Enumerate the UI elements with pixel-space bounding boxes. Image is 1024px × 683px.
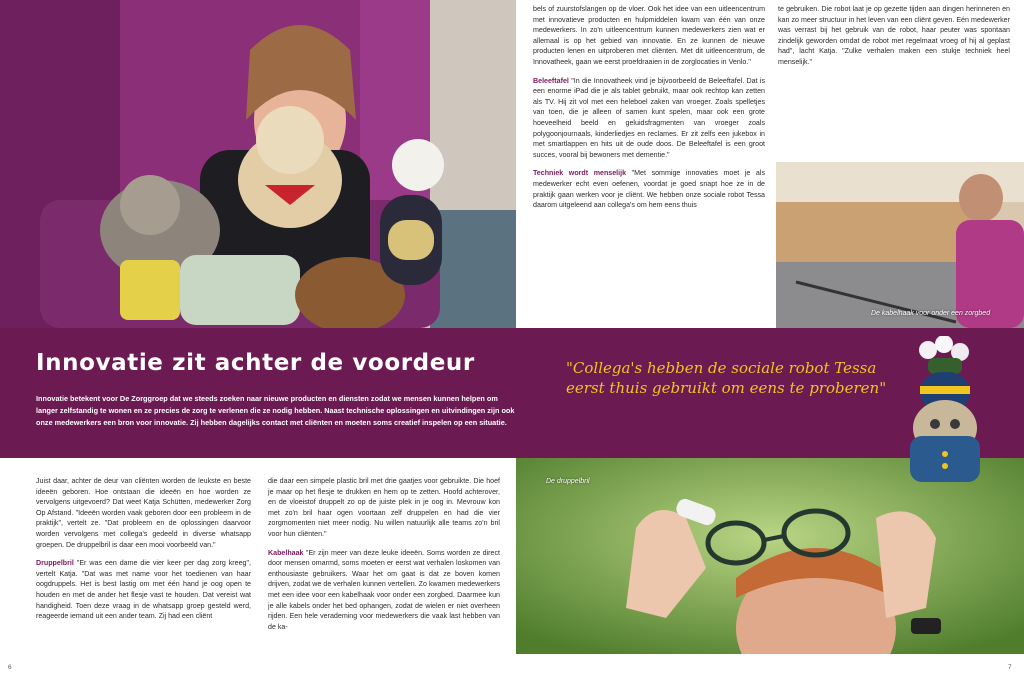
lead-techniek: Techniek wordt menselijk bbox=[533, 169, 627, 178]
caption-kabelhaak: De kabelhaak voor onder een zorgbed bbox=[871, 310, 991, 317]
page-title: Innovatie zit achter de voordeur bbox=[36, 350, 475, 376]
paragraph-beleeftafel bbox=[533, 76, 765, 161]
paragraph-intro-body: Juist daar, achter de deur van cliënten worden de leukste en beste ideeën geboren. Hoe ontstaan die ideeën en hoe worden ze vervolgens uitgevoerd? Dat weet Katja Schütten, medewerker Zorg Op Afstand. "Ideeën worden vaak geboren door een probleem in de praktijk", vertelt ze. "Dat probleem en de oplossingen daarvoor worden vervolgens met collega's gedeeld in diverse whatsapp groepen. De druppelbril is daar een mooi voorbeeld van." bbox=[36, 477, 251, 549]
column-bottom-left bbox=[36, 476, 251, 630]
text-kabelhaak: "Er zijn meer van deze leuke ideeën. Soms worden ze direct door mensen omarmd, soms moeten er eerst wat verhalen loskomen van enthousiaste gebruikers. Waar het om gaat is dat ze boven komen drijven, zodat we de verhalen kunnen vertellen. Zo kwamen medewerkers met een idee voor een kabelhaak voor onder een zorgbed. Daarmee kun je alle kabels onder het bed ophangen, zodat de wielen er niet overheen rijden. Een hele verademing voor medewerkers die vaak last hebben van de ka- bbox=[268, 548, 500, 631]
intro-text: Innovatie betekent voor De Zorggroep dat we steeds zoeken naar nieuwe producten en diensten zodat we mensen kunnen helpen om langer zelfstandig te wonen en ze precies de zorg te verlenen die ze nodig hebben. Naast technische oplossingen en uitvindingen zijn ook onze medewerkers een bron voor innovatie. Zij hebben dagelijks contact met cliënten en moeten soms creatief inspelen op een situatie. bbox=[36, 394, 515, 427]
column-top-middle bbox=[533, 4, 765, 219]
column-bottom-middle bbox=[268, 476, 500, 640]
lead-beleeftafel: Beleeftafel bbox=[533, 76, 569, 85]
text-druppelbril: "Er was een dame die vier keer per dag zorg kreeg", vertelt Katja. "Dat was met name voor het toedienen van haar oogdruppels. Het is best lastig om met één hand je oog open te houden en met de ander het flesje vast te houden. Dat vereist wat handigheid. Toen deze vraag in de whatsapp groep gesteld werd, reageerde iemand uit een ander team. Zij had een cliënt bbox=[36, 559, 251, 621]
paragraph-kabelhaak bbox=[268, 548, 500, 633]
robot-tessa-graphic bbox=[900, 336, 988, 486]
glasses-photo-illustration bbox=[516, 458, 1024, 654]
bed-photo-kabelhaak bbox=[776, 162, 1024, 328]
paragraph-techniek bbox=[533, 168, 765, 210]
text-beleeftafel: "In die Innovatheek vind je bijvoorbeeld de Beleeftafel. Dat is een enorme iPad die je als tablet gebruikt, maar ook rechtop kan zetten als TV. Hij zit vol met een heleboel zaken van vroeger. Zoals spelletjes van toen, die je alleen of samen kunt spelen, maar ook een grote hoeveelheid beeld en geluidsfragmenten van vroeger zoals polygoonjournaals, kinderliedjes en reclames. Er zit zelfs een jukebox in met smartlappen en hits uit de oude doos. De Beleeftafel is een groot succes, vooral bij bewoners met dementie." bbox=[533, 76, 765, 159]
bed-photo-illustration bbox=[776, 162, 1024, 328]
robot-tessa-icon bbox=[900, 336, 988, 486]
caption-druppelbril: De druppelbril bbox=[546, 478, 590, 485]
lead-druppelbril: Druppelbril bbox=[36, 559, 74, 568]
page-number-left: 6 bbox=[8, 664, 12, 671]
column-top-right bbox=[778, 4, 1010, 76]
hero-photo-illustration bbox=[0, 0, 516, 328]
text-techniek: "Met sommige innovaties moet je als medewerker echt even oefenen, voordat je goed snapt hoe ze in de praktijk gaan werken voor je cliënt. We hebben onze sociale robot Tessa daarom uitgeleend aan collega's om hem eens thuis bbox=[533, 169, 765, 210]
pull-quote: "Collega's hebben de sociale robot Tessa eerst thuis gebruikt om eens te proberen" bbox=[566, 359, 887, 397]
glasses-photo-druppelbril bbox=[516, 458, 1024, 654]
hero-photo-woman-with-robots bbox=[0, 0, 516, 328]
page-number-right: 7 bbox=[1008, 664, 1012, 671]
paragraph-bril-vervolg: die daar een simpele plastic bril met drie gaatjes voor gebruikte. Die hoef je maar op het flesje te drukken en hem op te zetten. Hoofd achterover, en de vloeistof druppelt zo op de juiste plek in je oog in. Mevrouw kon met zo'n bril haar ogen voortaan zelf druppelen en had die vier zorgmomenten niet meer nodig. Nu willen natuurlijk alle teams zo'n bril voor hun cliënten." bbox=[268, 477, 500, 538]
paragraph-druppelbril bbox=[36, 558, 251, 622]
lead-kabelhaak: Kabelhaak bbox=[268, 548, 304, 557]
paragraph-robot: te gebruiken. Die robot laat je op gezette tijden aan dingen herinneren en kan zo meer structuur in het leven van een cliënt geven. Eén medewerker was verrast bij het gebruik van de robot, haar peuter was spontaan zindelijk geworden omdat de robot met regelmaat vroeg of hij al geplast had", lacht Katja. "Zulke verhalen maken een stukje techniek heel menselijk." bbox=[778, 5, 1010, 66]
paragraph-uitleencentrum: bels of zuurstofslangen op de vloer. Ook het idee van een uitleencentrum met innovatieve producten en hulpmiddelen kwam van één van onze medewerkers. In zo'n uitleencentrum kunnen medewerkers zien wat er allemaal is op het gebied van innovatie. En ze kunnen de nieuwe producten lenen en uitproberen met cliënten. Met dit uitleencentrum, de Innovatheek, gaan we eerst proefdraaien in de zorglocaties in Venlo." bbox=[533, 5, 765, 66]
